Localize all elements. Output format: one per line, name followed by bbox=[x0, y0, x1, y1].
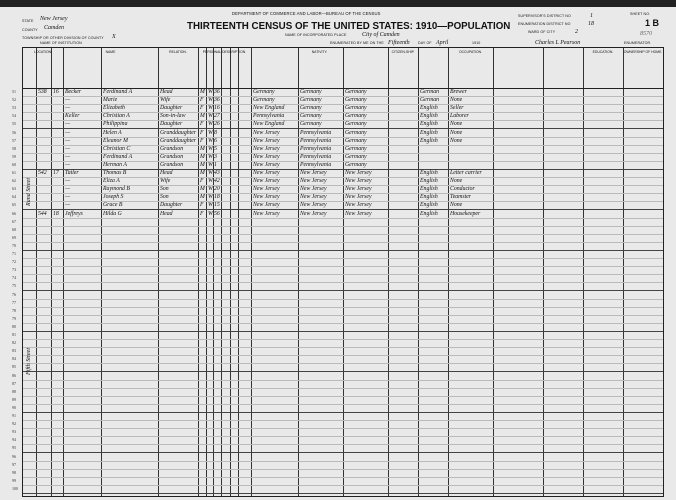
county-label: COUNTY bbox=[22, 28, 38, 32]
line-number: 98 bbox=[12, 469, 16, 475]
cell-mbp: Germany bbox=[345, 153, 367, 160]
cell-bp: New Jersey bbox=[253, 161, 280, 168]
line-number: 74 bbox=[12, 275, 16, 281]
cell-age: 16 bbox=[214, 105, 220, 112]
line-number: 68 bbox=[12, 226, 16, 232]
cell-rel: Granddaughter bbox=[160, 129, 197, 136]
line-number: 59 bbox=[12, 153, 16, 159]
cell-sex: F bbox=[200, 178, 204, 185]
cell-sur: Jeffreys bbox=[65, 210, 83, 217]
scan-edge bbox=[0, 0, 676, 7]
line-number: 56 bbox=[12, 129, 16, 135]
ward-value: 2 bbox=[575, 29, 578, 35]
column-header: PERSONAL DESCRIPTION. bbox=[202, 50, 247, 54]
cell-sur: Becker bbox=[65, 89, 82, 95]
line-number: 91 bbox=[12, 413, 16, 418]
cell-rel: Wife bbox=[160, 97, 171, 104]
cell-lang: German bbox=[420, 89, 439, 95]
cell-lang: English bbox=[420, 105, 438, 112]
cell-given: Elizabeth bbox=[103, 105, 125, 112]
cell-sur: — bbox=[65, 161, 71, 168]
cell-lang: English bbox=[420, 170, 438, 176]
cell-race: W bbox=[208, 113, 213, 120]
column-header: OCCUPATION. bbox=[458, 50, 483, 54]
cell-lang: English bbox=[420, 202, 438, 209]
cell-race: W bbox=[208, 210, 213, 217]
cell-race: W bbox=[208, 121, 213, 128]
cell-race: W bbox=[208, 105, 213, 112]
cell-sex: F bbox=[200, 121, 204, 128]
line-number: 70 bbox=[12, 242, 16, 248]
cell-given: Helen A bbox=[103, 129, 122, 136]
line-number: 95 bbox=[12, 445, 16, 451]
supervisor-value: 1 bbox=[590, 13, 593, 19]
cell-fbp: Pennsylvania bbox=[300, 129, 332, 136]
column-header: NAME bbox=[105, 50, 116, 54]
cell-occ: Letter carrier bbox=[450, 170, 482, 176]
cell-fbp: New Jersey bbox=[300, 202, 327, 209]
cell-lang: English bbox=[420, 186, 438, 193]
cell-rel: Grandson bbox=[160, 145, 184, 152]
table-row bbox=[12, 485, 663, 494]
column-header: EDUCATION. bbox=[592, 50, 614, 54]
cell-lang: German bbox=[420, 97, 439, 104]
enumerator-value: Charles L Pearson bbox=[535, 40, 581, 46]
cell-age: 5 bbox=[214, 145, 217, 152]
cell-bp: New Jersey bbox=[253, 145, 280, 152]
cell-fbp: Germany bbox=[300, 113, 322, 120]
cell-bp: New Jersey bbox=[253, 153, 280, 160]
cell-fbp: Pennsylvania bbox=[300, 161, 332, 168]
cell-lang: English bbox=[420, 194, 438, 201]
sheet-value: 1 B bbox=[645, 18, 660, 28]
cell-race: W bbox=[208, 178, 213, 185]
enumerated-label: ENUMERATED BY ME ON THE bbox=[330, 41, 384, 45]
street-label: Rand Street bbox=[26, 178, 32, 206]
state-label: STATE bbox=[22, 19, 34, 23]
cell-lang: English bbox=[420, 129, 438, 136]
township-value: X bbox=[112, 34, 116, 40]
cell-occ: None bbox=[450, 202, 463, 209]
cell-sex: F bbox=[200, 137, 204, 144]
cell-given: Ferdinand A bbox=[103, 89, 133, 95]
township-label: TOWNSHIP OR OTHER DIVISION OF COUNTY bbox=[22, 36, 104, 40]
line-number: 97 bbox=[12, 461, 16, 467]
cell-age: 15 bbox=[214, 202, 220, 209]
line-number: 100 bbox=[12, 485, 18, 491]
cell-given: Christian A bbox=[103, 113, 130, 120]
line-number: 71 bbox=[12, 251, 16, 256]
cell-occ: Housekeeper bbox=[450, 210, 481, 217]
cell-bp: New Jersey bbox=[253, 137, 280, 144]
line-number: 53 bbox=[12, 105, 16, 111]
cell-sur: — bbox=[65, 202, 71, 209]
cell-given: Herman A bbox=[103, 161, 127, 168]
line-number: 58 bbox=[12, 145, 16, 151]
cell-sex: M bbox=[200, 170, 205, 176]
line-number: 84 bbox=[12, 356, 16, 362]
cell-mbp: Germany bbox=[345, 137, 367, 144]
cell-mbp: Germany bbox=[345, 121, 367, 128]
cell-mbp: Germany bbox=[345, 129, 367, 136]
cell-age: 36 bbox=[214, 89, 220, 95]
line-number: 82 bbox=[12, 340, 16, 346]
line-number: 96 bbox=[12, 453, 16, 459]
line-number: 65 bbox=[12, 202, 16, 208]
line-number: 57 bbox=[12, 137, 16, 143]
cell-rel: Wife bbox=[160, 178, 171, 185]
cell-sur: — bbox=[65, 121, 71, 128]
cell-fbp: Pennsylvania bbox=[300, 145, 332, 152]
cell-race: W bbox=[208, 129, 213, 136]
cell-rel: Grandson bbox=[160, 161, 184, 168]
line-number: 81 bbox=[12, 332, 16, 337]
cell-bp: Germany bbox=[253, 97, 275, 104]
cell-dw: 542 bbox=[38, 170, 47, 176]
cell-race: W bbox=[208, 186, 213, 193]
cell-rel: Son bbox=[160, 186, 169, 193]
cell-sur: — bbox=[65, 145, 71, 152]
cell-rel: Son bbox=[160, 194, 169, 201]
line-number: 93 bbox=[12, 429, 16, 435]
cell-fbp: Germany bbox=[300, 105, 322, 112]
cell-sex: F bbox=[200, 105, 204, 112]
cell-sex: F bbox=[200, 129, 204, 136]
cell-age: 20 bbox=[214, 186, 220, 193]
cell-fbp: New Jersey bbox=[300, 194, 327, 201]
line-number: 94 bbox=[12, 437, 16, 443]
column-header: LOCATION. bbox=[33, 50, 53, 54]
cell-given: Eleanor M bbox=[103, 137, 128, 144]
cell-age: 6 bbox=[214, 137, 217, 144]
cell-sex: M bbox=[200, 145, 205, 152]
cell-given: Hilda G bbox=[103, 210, 122, 217]
cell-age: 3 bbox=[214, 153, 217, 160]
cell-occ: None bbox=[450, 178, 463, 185]
page-title: THIRTEENTH CENSUS OF THE UNITED STATES: 1910—POPULATION bbox=[187, 20, 511, 32]
cell-fbp: Pennsylvania bbox=[300, 153, 332, 160]
cell-race: W bbox=[208, 161, 213, 168]
ed-value: 18 bbox=[588, 21, 594, 27]
cell-bp: New Jersey bbox=[253, 210, 280, 217]
cell-fam: 16 bbox=[53, 89, 59, 95]
cell-bp: New Jersey bbox=[253, 129, 280, 136]
cell-bp: New Jersey bbox=[253, 186, 280, 193]
department-line: DEPARTMENT OF COMMERCE AND LABOR—BUREAU OF THE CENSUS bbox=[232, 11, 381, 16]
cell-sur: Tatler bbox=[65, 170, 79, 176]
cell-mbp: New Jersey bbox=[345, 170, 372, 176]
line-number: 86 bbox=[12, 372, 16, 378]
line-number: 64 bbox=[12, 194, 16, 200]
cell-occ: Laborer bbox=[450, 113, 469, 120]
cell-bp: Germany bbox=[253, 89, 275, 95]
line-number: 90 bbox=[12, 404, 16, 410]
line-number: 87 bbox=[12, 380, 16, 386]
month-value: April bbox=[436, 40, 449, 46]
line-number: 67 bbox=[12, 218, 16, 224]
line-number: 72 bbox=[12, 259, 16, 265]
cell-mbp: Germany bbox=[345, 105, 367, 112]
cell-rel: Granddaughter bbox=[160, 137, 197, 144]
cell-fam: 17 bbox=[53, 170, 59, 176]
cell-given: Grace B bbox=[103, 202, 123, 209]
cell-given: Ferdinand A bbox=[103, 153, 133, 160]
county-value: Camden bbox=[44, 25, 64, 31]
cell-age: 56 bbox=[214, 210, 220, 217]
cell-fbp: New Jersey bbox=[300, 186, 327, 193]
cell-mbp: New Jersey bbox=[345, 186, 372, 193]
cell-mbp: Germany bbox=[345, 161, 367, 168]
line-number: 54 bbox=[12, 113, 16, 119]
cell-rel: Head bbox=[160, 210, 173, 217]
cell-sex: M bbox=[200, 89, 205, 95]
cell-bp: New Jersey bbox=[253, 178, 280, 185]
cell-rel: Son-in-law bbox=[160, 113, 186, 120]
cell-lang: English bbox=[420, 137, 438, 144]
cell-mbp: New Jersey bbox=[345, 210, 372, 217]
cell-age: 42 bbox=[214, 178, 220, 185]
line-number: 92 bbox=[12, 421, 16, 427]
cell-fbp: Pennsylvania bbox=[300, 137, 332, 144]
cell-occ: None bbox=[450, 137, 463, 144]
line-number: 75 bbox=[12, 283, 16, 289]
cell-sex: M bbox=[200, 194, 205, 201]
ward-label: WARD OF CITY bbox=[528, 30, 556, 34]
cell-mbp: Germany bbox=[345, 113, 367, 120]
cell-rel: Daughter bbox=[160, 105, 183, 112]
cell-age: 26 bbox=[214, 121, 220, 128]
cell-race: W bbox=[208, 89, 213, 95]
column-header: RELATION. bbox=[169, 50, 187, 54]
place-value: City of Camden bbox=[362, 32, 400, 38]
cell-given: Christian C bbox=[103, 145, 131, 152]
line-number: 61 bbox=[12, 170, 16, 175]
cell-age: 36 bbox=[214, 97, 220, 104]
line-number: 77 bbox=[12, 299, 16, 305]
sheet-label: SHEET NO. bbox=[630, 12, 651, 16]
cell-bp: New England bbox=[253, 105, 285, 112]
cell-fbp: Germany bbox=[300, 121, 322, 128]
line-number: 69 bbox=[12, 234, 16, 240]
line-number: 99 bbox=[12, 477, 16, 483]
cell-age: 18 bbox=[214, 194, 220, 201]
cell-mbp: New Jersey bbox=[345, 202, 372, 209]
cell-rel: Daughter bbox=[160, 121, 183, 128]
cell-occ: Brewer bbox=[450, 89, 467, 95]
cell-sur: — bbox=[65, 105, 71, 112]
cell-given: Marie bbox=[103, 97, 118, 104]
cell-occ: None bbox=[450, 121, 463, 128]
cell-lang: English bbox=[420, 113, 438, 120]
cell-occ: None bbox=[450, 129, 463, 136]
cell-lang: English bbox=[420, 121, 438, 128]
line-number: 62 bbox=[12, 178, 16, 184]
cell-race: W bbox=[208, 153, 213, 160]
line-number: 60 bbox=[12, 161, 16, 167]
cell-mbp: Germany bbox=[345, 145, 367, 152]
cell-sex: M bbox=[200, 186, 205, 193]
street-label: Fifth Street bbox=[26, 348, 32, 375]
cell-sur: — bbox=[65, 178, 71, 185]
cell-occ: Conductor bbox=[450, 186, 475, 193]
day-label: DAY OF bbox=[418, 41, 432, 45]
cell-occ: None bbox=[450, 97, 463, 104]
place-label: NAME OF INCORPORATED PLACE bbox=[285, 33, 347, 37]
cell-rel: Head bbox=[160, 89, 173, 95]
supervisor-label: SUPERVISOR'S DISTRICT NO bbox=[518, 14, 571, 18]
cell-age: 8 bbox=[214, 129, 217, 136]
stamp: 8570 bbox=[640, 31, 652, 37]
cell-race: W bbox=[208, 97, 213, 104]
cell-fbp: New Jersey bbox=[300, 210, 327, 217]
cell-race: W bbox=[208, 194, 213, 201]
column-header: OWNERSHIP OF HOME. bbox=[623, 50, 663, 54]
cell-rel: Daughter bbox=[160, 202, 183, 209]
line-number: 85 bbox=[12, 364, 16, 370]
cell-given: Eliza A bbox=[103, 178, 120, 185]
line-number: 63 bbox=[12, 186, 16, 192]
cell-race: W bbox=[208, 145, 213, 152]
cell-occ: Seller bbox=[450, 105, 464, 112]
cell-race: W bbox=[208, 202, 213, 209]
cell-given: Raymond B bbox=[103, 186, 130, 193]
cell-fbp: New Jersey bbox=[300, 178, 327, 185]
enumerator-label: ENUMERATOR. bbox=[624, 41, 652, 45]
line-number: 55 bbox=[12, 121, 16, 127]
cell-bp: Pennsylvania bbox=[253, 113, 285, 120]
cell-sur: — bbox=[65, 186, 71, 193]
cell-age: 27 bbox=[214, 113, 220, 120]
cell-sex: F bbox=[200, 202, 204, 209]
ed-label: ENUMERATION DISTRICT NO bbox=[518, 22, 571, 26]
line-number: 80 bbox=[12, 323, 16, 329]
cell-given: Thomas B bbox=[103, 170, 127, 176]
cell-bp: New Jersey bbox=[253, 194, 280, 201]
cell-fbp: New Jersey bbox=[300, 170, 327, 176]
line-number: 52 bbox=[12, 97, 16, 103]
cell-sex: M bbox=[200, 161, 205, 168]
cell-bp: New Jersey bbox=[253, 202, 280, 209]
cell-sex: M bbox=[200, 153, 205, 160]
cell-rel: Head bbox=[160, 170, 173, 176]
cell-mbp: Germany bbox=[345, 97, 367, 104]
cell-bp: New England bbox=[253, 121, 285, 128]
cell-fbp: Germany bbox=[300, 97, 322, 104]
line-number: 78 bbox=[12, 307, 16, 313]
cell-age: 43 bbox=[214, 170, 220, 176]
cell-sur: — bbox=[65, 194, 71, 201]
cell-dw: 538 bbox=[38, 89, 47, 95]
cell-lang: English bbox=[420, 210, 438, 217]
cell-race: W bbox=[208, 137, 213, 144]
cell-mbp: New Jersey bbox=[345, 194, 372, 201]
cell-occ: Teamster bbox=[450, 194, 472, 201]
census-table bbox=[12, 47, 664, 497]
cell-sur: — bbox=[65, 137, 71, 144]
cell-dw: 544 bbox=[38, 210, 47, 217]
cell-sur: — bbox=[65, 153, 71, 160]
line-number: 51 bbox=[12, 89, 16, 94]
state-value: New Jersey bbox=[40, 16, 68, 22]
cell-sur: — bbox=[65, 97, 71, 104]
line-number: 73 bbox=[12, 267, 16, 273]
day-value: Fifteenth bbox=[388, 40, 410, 46]
column-header: NATIVITY. bbox=[311, 50, 328, 54]
line-number: 89 bbox=[12, 396, 16, 402]
year-label: 1910 bbox=[472, 41, 481, 45]
column-header: CITIZEN-SHIP. bbox=[391, 50, 415, 54]
line-number: 66 bbox=[12, 210, 16, 216]
institution-label: NAME OF INSTITUTION bbox=[40, 41, 82, 45]
cell-sur: — bbox=[65, 129, 71, 136]
cell-given: Philippina bbox=[103, 121, 128, 128]
cell-lang: English bbox=[420, 178, 438, 185]
cell-sur: Keller bbox=[65, 113, 80, 120]
cell-mbp: Germany bbox=[345, 89, 367, 95]
cell-fbp: Germany bbox=[300, 89, 322, 95]
cell-rel: Grandson bbox=[160, 153, 184, 160]
cell-sex: F bbox=[200, 210, 204, 217]
cell-sex: F bbox=[200, 97, 204, 104]
cell-sex: M bbox=[200, 113, 205, 120]
cell-race: W bbox=[208, 170, 213, 176]
line-number: 83 bbox=[12, 348, 16, 354]
cell-given: Joseph S bbox=[103, 194, 124, 201]
cell-age: 1 bbox=[214, 161, 217, 168]
line-number: 76 bbox=[12, 291, 16, 297]
cell-mbp: New Jersey bbox=[345, 178, 372, 185]
line-number: 79 bbox=[12, 315, 16, 321]
line-number: 88 bbox=[12, 388, 16, 394]
cell-bp: New Jersey bbox=[253, 170, 280, 176]
cell-fam: 18 bbox=[53, 210, 59, 217]
